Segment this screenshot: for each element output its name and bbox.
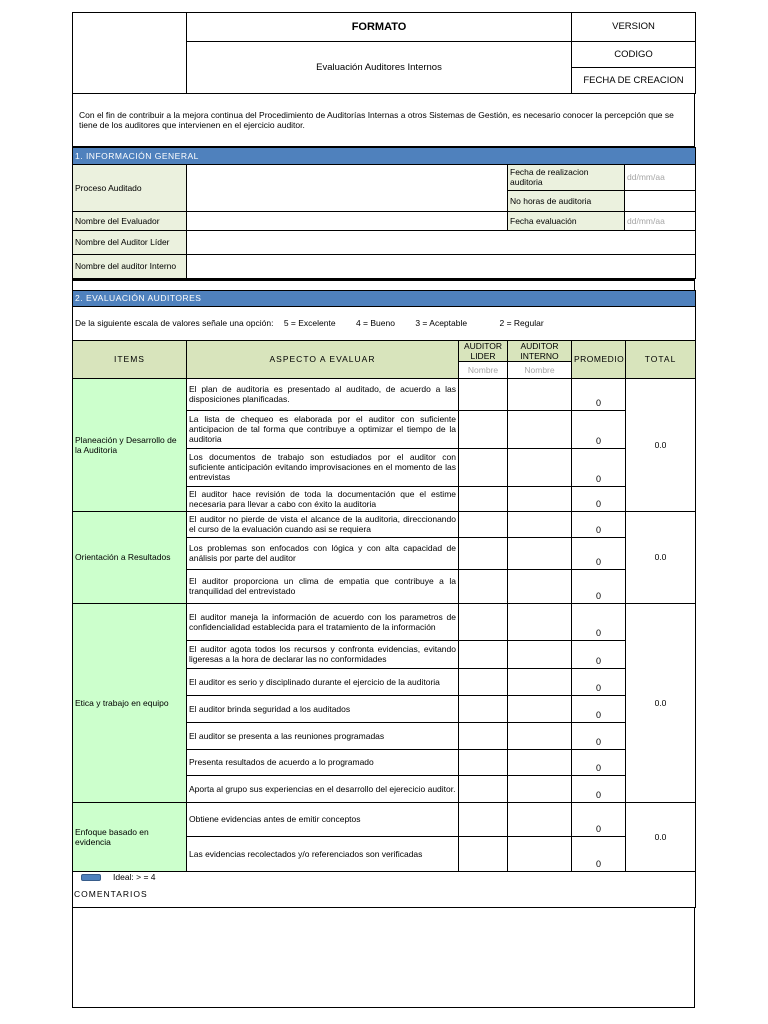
lider-score-input[interactable]: [459, 448, 508, 486]
scale-option-5: 5 = Excelente: [283, 318, 336, 328]
aspect-row: El auditor brinda seguridad a los auditados: [187, 695, 459, 722]
fecha-realizacion-input[interactable]: dd/mm/aa: [625, 164, 696, 190]
total-value: 0.0: [626, 511, 696, 603]
lider-score-input[interactable]: [459, 836, 508, 871]
interno-score-input[interactable]: [508, 749, 572, 775]
promedio-value: 0: [572, 775, 626, 802]
aspect-row: La lista de chequeo es elaborada por el auditor con suficiente anticipacion de tal forma que contribuye a optimizar el tiempo de la auditoria: [187, 410, 459, 448]
auditor-interno-label: Nombre del auditor Interno: [73, 254, 187, 278]
lider-score-input[interactable]: [459, 410, 508, 448]
total-value: 0.0: [626, 802, 696, 871]
promedio-value: 0: [572, 695, 626, 722]
proceso-input[interactable]: [187, 164, 508, 211]
aspect-row: Los documentos de trabajo son estudiados por el auditor con suficiente anticipación evitando improvisaciones en el momento de las entrevistas: [187, 448, 459, 486]
aspect-row: El plan de auditoria es presentado al auditado, de acuerdo a las disposiciones planificadas.: [187, 378, 459, 410]
aspect-row: El auditor proporciona un clima de empatia que contribuye a la tranquilidad del entrevistado: [187, 569, 459, 603]
interno-score-input[interactable]: [508, 775, 572, 802]
aspect-row: Las evidencias recolectados y/o referenciados son verificadas: [187, 836, 459, 871]
evaluation-form: [72, 12, 695, 1008]
group-enfoque: Enfoque basado en evidencia: [73, 802, 187, 871]
col-items: ITEMS: [73, 340, 187, 378]
intro-text: Con el fin de contribuir a la mejora continua del Procedimiento de Auditorías Internas a otros Sistemas de Gestión, es necesario conocer la percepción que se tiene de los auditores que intervienen en el ejercicio auditor.: [73, 94, 695, 146]
scale-option-3: 3 = Aceptable: [415, 318, 468, 328]
fecha-creacion-label: FECHA DE CREACION: [572, 68, 696, 94]
interno-score-input[interactable]: [508, 603, 572, 640]
intro-table: [72, 94, 695, 147]
group-planeacion: Planeación y Desarrollo de la Auditoria: [73, 378, 187, 511]
scale-option-4: 4 = Bueno: [355, 318, 395, 328]
group-etica: Etica y trabajo en equipo: [73, 603, 187, 802]
codigo-label: CODIGO: [572, 42, 696, 68]
horas-label: No horas de auditoria: [508, 190, 625, 211]
lider-score-input[interactable]: [459, 640, 508, 668]
promedio-value: 0: [572, 668, 626, 695]
spacer: [72, 279, 695, 290]
col-auditor-interno: AUDITOR INTERNO: [508, 340, 572, 361]
aspect-row: Presenta resultados de acuerdo a lo programado: [187, 749, 459, 775]
lider-score-input[interactable]: [459, 802, 508, 836]
interno-score-input[interactable]: [508, 448, 572, 486]
promedio-value: 0: [572, 749, 626, 775]
fecha-realizacion-label: Fecha de realizacion auditoria: [508, 164, 625, 190]
lider-score-input[interactable]: [459, 695, 508, 722]
promedio-value: 0: [572, 511, 626, 537]
scale-prompt: De la siguiente escala de valores señale una opción:: [75, 318, 274, 328]
version-label: VERSION: [572, 13, 696, 42]
comments-table: [72, 908, 695, 1009]
lider-score-input[interactable]: [459, 537, 508, 569]
scale-row: [73, 306, 696, 340]
col-auditor-lider: AUDITOR LIDER: [459, 340, 508, 361]
aspect-row: Aporta al grupo sus experiencias en el desarrollo del ejerecicio auditor.: [187, 775, 459, 802]
lider-score-input[interactable]: [459, 486, 508, 511]
horas-input[interactable]: [625, 190, 696, 211]
aspect-row: Los problemas son enfocados con lógica y con alta capacidad de análisis por parte del auditor: [187, 537, 459, 569]
lider-score-input[interactable]: [459, 775, 508, 802]
promedio-value: 0: [572, 378, 626, 410]
general-info-table: [72, 147, 696, 279]
interno-score-input[interactable]: [508, 802, 572, 836]
auditor-interno-input[interactable]: [187, 254, 696, 278]
evaluation-table: [72, 290, 696, 908]
col-total: TOTAL: [626, 340, 696, 378]
interno-score-input[interactable]: [508, 410, 572, 448]
interno-score-input[interactable]: [508, 668, 572, 695]
promedio-value: 0: [572, 722, 626, 749]
lider-score-input[interactable]: [459, 511, 508, 537]
aspect-row: El auditor maneja la información de acuerdo con los parametros de confidencialidad establecida para el tratamiento de la información: [187, 603, 459, 640]
lider-score-input[interactable]: [459, 749, 508, 775]
interno-score-input[interactable]: [508, 537, 572, 569]
form-title: Evaluación Auditores Internos: [187, 42, 572, 94]
promedio-value: 0: [572, 486, 626, 511]
promedio-value: 0: [572, 410, 626, 448]
fecha-evaluacion-input[interactable]: dd/mm/aa: [625, 211, 696, 230]
interno-name-input[interactable]: Nombre: [508, 361, 572, 378]
aspect-row: Obtiene evidencias antes de emitir conceptos: [187, 802, 459, 836]
lider-score-input[interactable]: [459, 603, 508, 640]
interno-score-input[interactable]: [508, 511, 572, 537]
lider-score-input[interactable]: [459, 722, 508, 749]
comentarios-label: COMENTARIOS: [74, 889, 148, 899]
comments-area[interactable]: [73, 908, 695, 1008]
promedio-value: 0: [572, 569, 626, 603]
auditor-lider-input[interactable]: [187, 230, 696, 254]
promedio-value: 0: [572, 836, 626, 871]
lider-score-input[interactable]: [459, 569, 508, 603]
aspect-row: El auditor agota todos los recursos y confronta evidencias, evitando ligeresas a la hora de declarar las no conformidades: [187, 640, 459, 668]
aspect-row: El auditor hace revisión de toda la documentación que el estime necesaria para llevar a cabo con éxito la auditoria: [187, 486, 459, 511]
interno-score-input[interactable]: [508, 378, 572, 410]
aspect-row: El auditor no pierde de vista el alcance de la auditoria, direccionando el curso de la evaluación cuando asi se requiera: [187, 511, 459, 537]
interno-score-input[interactable]: [508, 486, 572, 511]
logo-cell: [73, 13, 187, 94]
col-promedio: PROMEDIO: [572, 340, 626, 378]
lider-name-input[interactable]: Nombre: [459, 361, 508, 378]
format-label: FORMATO: [187, 13, 572, 42]
evaluador-input[interactable]: [187, 211, 508, 230]
promedio-value: 0: [572, 448, 626, 486]
section-general-title: 1. INFORMACIÓN GENERAL: [73, 147, 696, 164]
aspect-row: El auditor se presenta a las reuniones programadas: [187, 722, 459, 749]
promedio-value: 0: [572, 640, 626, 668]
legend-row: [73, 871, 696, 907]
total-value: 0.0: [626, 378, 696, 511]
group-orientacion: Orientación a Resultados: [73, 511, 187, 603]
interno-score-input[interactable]: [508, 722, 572, 749]
col-aspecto: ASPECTO A EVALUAR: [187, 340, 459, 378]
evaluador-label: Nombre del Evaluador: [73, 211, 187, 230]
promedio-value: 0: [572, 537, 626, 569]
scale-option-2: 2 = Regular: [499, 318, 544, 328]
legend-swatch-icon: [81, 874, 101, 881]
legend-text: Ideal: > = 4: [113, 871, 156, 882]
auditor-lider-label: Nombre del Auditor Líder: [73, 230, 187, 254]
promedio-value: 0: [572, 802, 626, 836]
interno-score-input[interactable]: [508, 640, 572, 668]
header-table: [72, 12, 696, 94]
aspect-row: El auditor es serio y disciplinado durante el ejercicio de la auditoria: [187, 668, 459, 695]
lider-score-input[interactable]: [459, 378, 508, 410]
proceso-label: Proceso Auditado: [73, 164, 187, 211]
interno-score-input[interactable]: [508, 695, 572, 722]
total-value: 0.0: [626, 603, 696, 802]
interno-score-input[interactable]: [508, 836, 572, 871]
section-eval-title: 2. EVALUACIÓN AUDITORES: [73, 290, 696, 306]
promedio-value: 0: [572, 603, 626, 640]
interno-score-input[interactable]: [508, 569, 572, 603]
lider-score-input[interactable]: [459, 668, 508, 695]
fecha-evaluacion-label: Fecha evaluación: [508, 211, 625, 230]
